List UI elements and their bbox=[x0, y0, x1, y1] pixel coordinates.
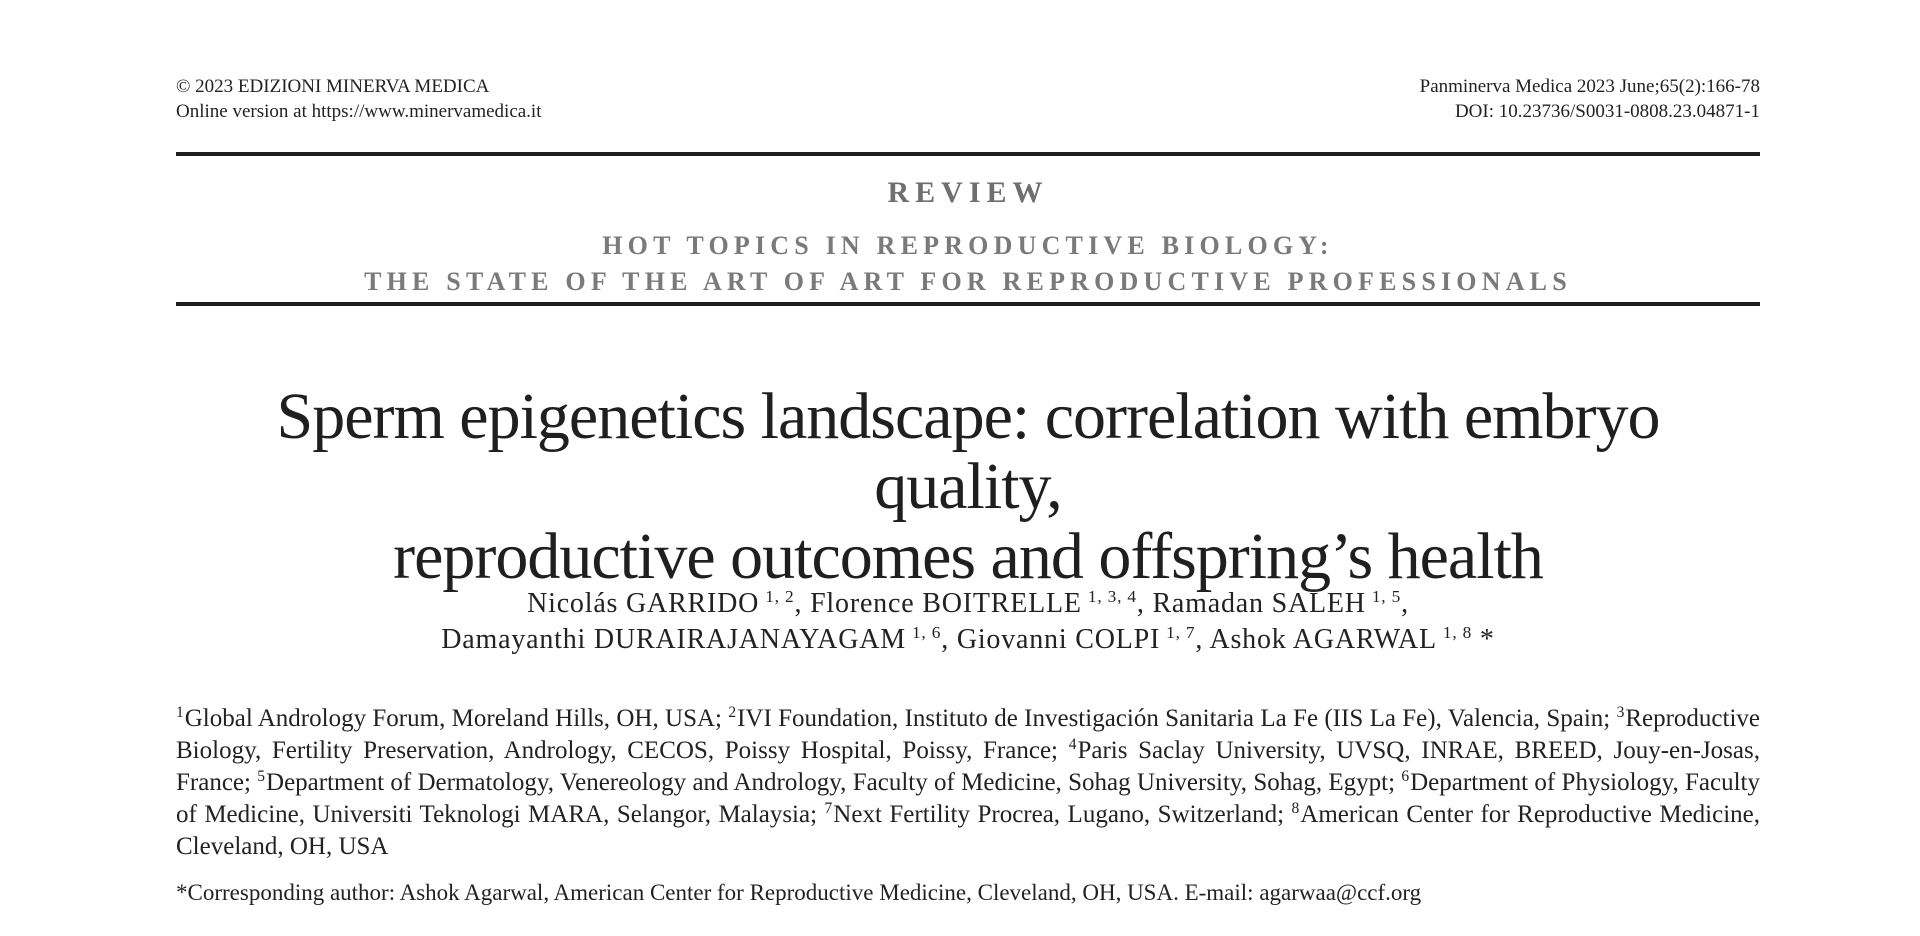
author-name: Ashok AGARWAL bbox=[1209, 624, 1437, 655]
author bbox=[957, 624, 1196, 655]
author-affiliation-refs: 1, 2 bbox=[765, 587, 795, 607]
online-version-line: Online version at https://www.minervamedica.it bbox=[176, 101, 542, 122]
affiliation bbox=[257, 769, 1401, 796]
title-line-1: Sperm epigenetics landscape: correlation with embryo quality, bbox=[276, 380, 1660, 523]
affiliation-number: 3 bbox=[1616, 704, 1625, 722]
masthead bbox=[176, 74, 1760, 124]
affiliation-text: IVI Foundation, Instituto de Investigación Sanitaria La Fe (IIS La Fe), Valencia, Spain; bbox=[737, 705, 1617, 732]
affiliation bbox=[176, 705, 728, 732]
affiliation-text: Reproductive Biology, Fertility Preservation, Andrology, CECOS, Poissy Hospital, Poissy, France; bbox=[176, 705, 1760, 764]
author-affiliation-refs: 1, 3, 4 bbox=[1087, 587, 1137, 607]
author-affiliation-refs: 1, 8 bbox=[1442, 623, 1473, 643]
affiliation-number: 4 bbox=[1068, 736, 1077, 754]
affiliation-number: 5 bbox=[257, 768, 266, 786]
title-line-2: reproductive outcomes and offspring’s health bbox=[393, 520, 1543, 593]
series-line-2: THE STATE OF THE ART OF ART FOR REPRODUCTIVE PROFESSIONALS bbox=[364, 267, 1572, 296]
affiliation-text: American Center for Reproductive Medicine, Cleveland, OH, USA bbox=[176, 801, 1761, 860]
author-separator: , bbox=[941, 624, 957, 655]
citation-info bbox=[1420, 74, 1760, 124]
affiliation-text: Next Fertility Procrea, Lugano, Switzerland; bbox=[833, 801, 1292, 828]
article-title bbox=[176, 382, 1760, 592]
author-affiliation-refs: 1, 6 bbox=[911, 623, 942, 643]
affiliation bbox=[825, 801, 1292, 828]
series-line-1: HOT TOPICS IN REPRODUCTIVE BIOLOGY: bbox=[602, 231, 1334, 260]
series-heading bbox=[176, 228, 1760, 300]
bottom-rule bbox=[176, 302, 1760, 306]
affiliations bbox=[176, 703, 1760, 863]
author bbox=[527, 588, 794, 619]
doi-line: DOI: 10.23736/S0031-0808.23.04871-1 bbox=[1454, 101, 1760, 122]
affiliation-number: 1 bbox=[176, 704, 184, 722]
author-name: Ramadan SALEH bbox=[1152, 588, 1366, 619]
author-separator: , bbox=[794, 588, 811, 619]
affiliation-text: Paris Saclay University, UVSQ, INRAE, BREED, Jouy-en-Josas, France; bbox=[176, 737, 1760, 796]
publisher-info bbox=[176, 74, 542, 124]
author-separator: , bbox=[1195, 624, 1210, 655]
affiliation-number: 8 bbox=[1291, 800, 1300, 818]
article-first-page bbox=[176, 0, 1760, 936]
copyright-line: © 2023 EDIZIONI MINERVA MEDICA bbox=[176, 76, 490, 97]
author-list bbox=[176, 586, 1760, 658]
author bbox=[441, 624, 941, 655]
corresponding-author: *Corresponding author: Ashok Agarwal, American Center for Reproductive Medicine, Cleveland, OH, USA. E-mail: agarwaa@ccf.org bbox=[176, 880, 1422, 905]
affiliation-number: 7 bbox=[824, 800, 833, 818]
author-name: Damayanthi DURAIRAJANAYAGAM bbox=[441, 624, 906, 655]
author-separator: , bbox=[1136, 588, 1153, 619]
author bbox=[1209, 624, 1472, 655]
affiliation bbox=[728, 705, 1616, 732]
author-separator: , bbox=[1401, 588, 1409, 619]
affiliation-number: 2 bbox=[728, 704, 737, 722]
affiliation-number: 6 bbox=[1401, 768, 1410, 786]
top-rule bbox=[176, 152, 1760, 156]
author bbox=[810, 588, 1137, 619]
author-line-1 bbox=[176, 586, 1760, 622]
author-affiliation-refs: 1, 5 bbox=[1371, 587, 1402, 607]
author-name: Nicolás GARRIDO bbox=[527, 588, 760, 619]
author bbox=[1152, 588, 1401, 619]
affiliation-text: Department of Dermatology, Venereology and Andrology, Faculty of Medicine, Sohag University, Sohag, Egypt; bbox=[266, 769, 1402, 796]
author-name: Florence BOITRELLE bbox=[810, 588, 1082, 619]
author-line-2 bbox=[176, 622, 1760, 658]
author-name: Giovanni COLPI bbox=[956, 624, 1161, 655]
author-affiliation-refs: 1, 7 bbox=[1166, 623, 1196, 643]
journal-citation: Panminerva Medica 2023 June;65(2):166-78 bbox=[1419, 76, 1760, 97]
affiliation-text: Global Andrology Forum, Moreland Hills, OH, USA; bbox=[184, 705, 729, 732]
affiliation-text: Department of Physiology, Faculty of Medicine, Universiti Teknologi MARA, Selangor, Malaysia; bbox=[176, 769, 1760, 828]
author-separator: * bbox=[1472, 624, 1495, 655]
section-label: REVIEW bbox=[887, 176, 1049, 209]
